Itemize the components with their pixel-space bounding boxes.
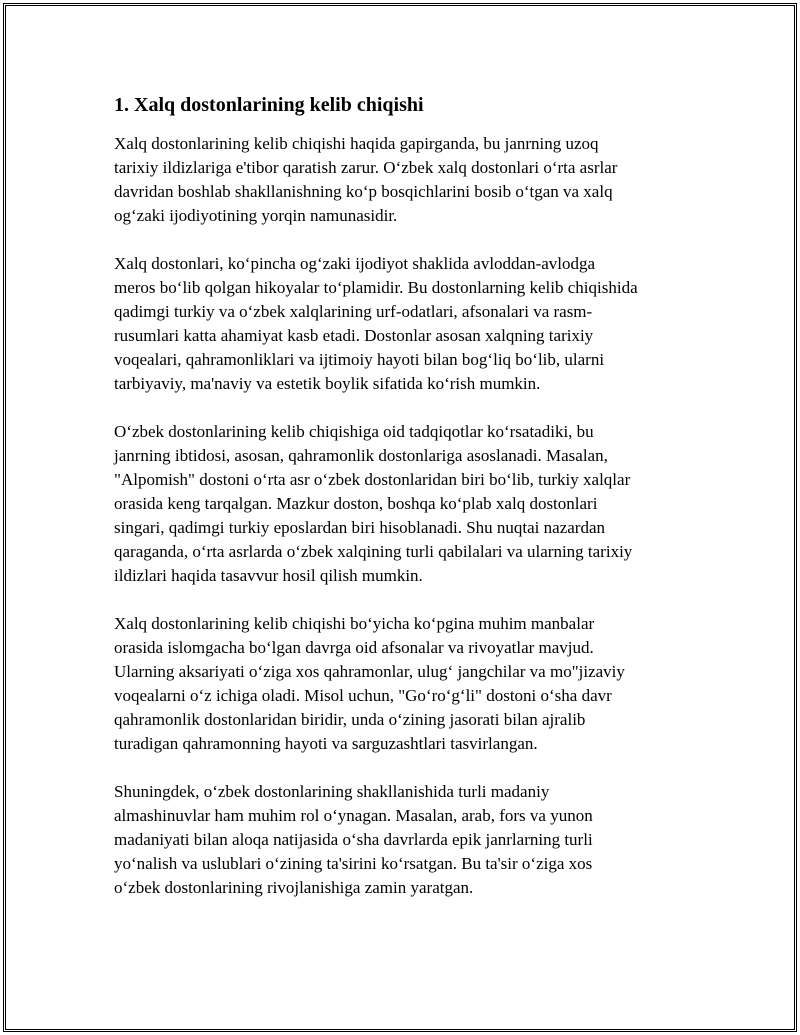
document-body xyxy=(114,88,686,924)
paragraph-4: Xalq dostonlarining kelib chiqishi bo‘yicha ko‘pgina muhim manbalar orasida islomgacha bo‘lgan davrga oid afsonalar va rivoyatlar mavjud. Ularning aksariyati o‘ziga xos qahramonlar, ulug‘ jangchilar va mo"jizaviy voqealarni o‘z ichiga oladi. Misol uchun, "Go‘ro‘g‘li" dostoni o‘sha davr qahramonlik dostonlaridan biridir, unda o‘zining jasorati bilan ajralib turadigan qahramonning hayoti va sarguzashtlari tasvirlangan. xyxy=(114,614,625,753)
paragraph-5: Shuningdek, o‘zbek dostonlarining shakllanishida turli madaniy almashinuvlar ham muhim rol o‘ynagan. Masalan, arab, fors va yunon madaniyati bilan aloqa natijasida o‘sha davrlarda epik janrlarning turli yo‘nalish va uslublari o‘zining ta'sirini ko‘rsatgan. Bu ta'sir o‘ziga xos o‘zbek dostonlarining rivojlanishiga zamin yaratgan. xyxy=(114,782,593,897)
paragraph-1: Xalq dostonlarining kelib chiqishi haqida gapirganda, bu janrning uzoq tarixiy ildizlariga e'tibor qaratish zarur. O‘zbek xalq dostonlari o‘rta asrlar davridan boshlab shakllanishning ko‘p bosqichlarini bosib o‘tgan va xalq og‘zaki ijodiyotining yorqin namunasidir. xyxy=(114,134,618,225)
section-heading: 1. Xalq dostonlarining kelib chiqishi xyxy=(114,94,424,116)
paragraph-2: Xalq dostonlari, ko‘pincha og‘zaki ijodiyot shaklida avloddan-avlodga meros bo‘lib qolgan hikoyalar to‘plamidir. Bu dostonlarning kelib chiqishida qadimgi turkiy va o‘zbek xalqlarining urf-odatlari, afsonalari va rasm- rusumlari katta ahamiyat kasb etadi. Dostonlar asosan xalqning tarixiy voqealari, qahramonliklari va ijtimoiy hayoti bilan bog‘liq bo‘lib, ularni tarbiyaviy, ma'naviy va estetik boylik sifatida ko‘rish mumkin. xyxy=(114,254,638,393)
paragraph-3: O‘zbek dostonlarining kelib chiqishiga oid tadqiqotlar ko‘rsatadiki, bu janrning ibtidosi, asosan, qahramonlik dostonlariga asoslanadi. Masalan, "Alpomish" dostoni o‘rta asr o‘zbek dostonlaridan biri bo‘lib, turkiy xalqlar orasida keng tarqalgan. Mazkur doston, boshqa ko‘plab xalq dostonlari singari, qadimgi turkiy eposlardan biri hisoblanadi. Shu nuqtai nazardan qaraganda, o‘rta asrlarda o‘zbek xalqining turli qabilalari va ularning tarixiy ildizlari haqida tasavvur hosil qilish mumkin. xyxy=(114,422,633,585)
